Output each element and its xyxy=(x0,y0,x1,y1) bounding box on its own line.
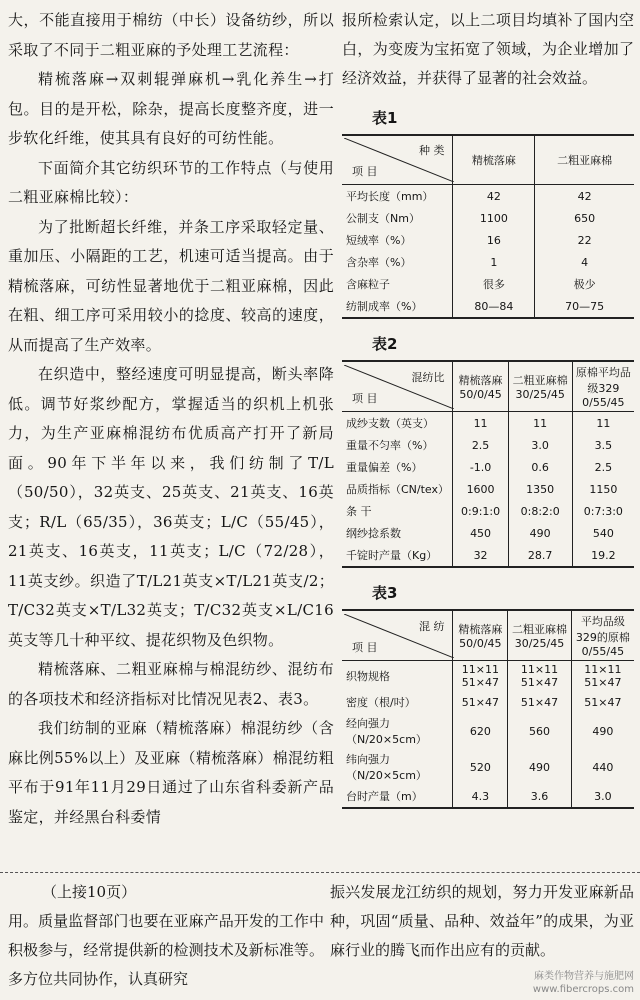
table-header-row xyxy=(342,135,634,185)
table-row xyxy=(342,522,634,544)
table-cell: 11×11 51×47 xyxy=(571,661,634,692)
table-row xyxy=(342,500,634,522)
corner-top-label: 混 纺 xyxy=(418,619,445,633)
table-cell: 42 xyxy=(453,185,535,208)
table-cell: 520 xyxy=(453,749,508,785)
data-table-3 xyxy=(342,609,634,809)
table-row xyxy=(342,691,634,713)
table-cell: 19.2 xyxy=(572,544,634,567)
paragraph: 在织造中，整经速度可明显提高，断头率降低。调节好浆纱配方，掌握适当的织机上机张力，为生产亚麻棉混纺布优质高产打开了新局面。90年下半年以来，我们纺制了T/L（50/50），32英支、25英支、21英支、16英支；R/L（65/35），36英支；L/C（55/45），21英支、16英支，11英支；L/C（72/28），11英支纱。织造了T/L21英支×T/L21英支/2；T/C32英支×T/L32英支；T/C32英支×L/C16英支等几十种平纹、提花织物及色织物。 xyxy=(8,365,334,649)
column-header: 原棉平均品级329 0/55/45 xyxy=(572,361,634,412)
row-label: 平均长度（mm） xyxy=(346,190,434,203)
paragraph: 精梳落麻→双刺辊弹麻机→乳化养生→打包。目的是开松，除杂，提高长度整齐度，进一步软化纤维，使其具有良好的可纺性能。 xyxy=(8,70,334,147)
table-header-row xyxy=(342,361,634,412)
paragraph: 用。质量监督部门也要在亚麻产品开发的工作中积极参与，经常提供新的检测技术及新标准等。多方位共同协作，认真研究 xyxy=(8,912,324,988)
table-cell: 11×11 51×47 xyxy=(508,661,572,692)
row-label: 重量偏差（%） xyxy=(346,461,423,474)
table-cell: 11 xyxy=(508,412,572,435)
table-caption: 表1 xyxy=(372,109,398,127)
corner-bottom-label: 项 目 xyxy=(352,391,378,405)
column-header: 精梳落麻 xyxy=(453,135,535,185)
corner-header xyxy=(344,614,450,658)
row-label: 纬向强力（N/20×5cm） xyxy=(346,753,427,782)
table-row xyxy=(342,478,634,500)
table-cell: 80—84 xyxy=(453,295,535,318)
table-row xyxy=(342,251,634,273)
continued-note: （上接10页） xyxy=(42,883,137,901)
table-row xyxy=(342,295,634,318)
table-row xyxy=(342,434,634,456)
table-cell: 42 xyxy=(535,185,634,208)
table-row xyxy=(342,544,634,567)
right-column xyxy=(342,6,634,868)
table-cell: 3.6 xyxy=(508,785,572,808)
left-column xyxy=(8,6,334,868)
table-cell: 0:9:1:0 xyxy=(453,500,508,522)
table-cell: 4.3 xyxy=(453,785,508,808)
paragraph: 振兴发展龙江纺织的规划，努力开发亚麻新品种，巩固“质量、品种、效益年”的成果，为亚麻行业的腾飞而作出应有的贡献。 xyxy=(330,883,634,959)
table-row xyxy=(342,229,634,251)
corner-bottom-label: 项 目 xyxy=(352,165,378,178)
table-cell: 1150 xyxy=(572,478,634,500)
table-row xyxy=(342,273,634,295)
table-cell: 2.5 xyxy=(453,434,508,456)
table-cell: 11 xyxy=(572,412,634,435)
row-label: 纲纱捻系数 xyxy=(346,527,401,540)
table-header-row xyxy=(342,610,634,661)
corner-top-label: 混纺比 xyxy=(411,370,445,384)
row-label: 含杂率（%） xyxy=(346,256,412,269)
table-cell: 28.7 xyxy=(508,544,572,567)
paragraph: 我们纺制的亚麻（精梳落麻）棉混纺纱（含麻比例55%以上）及亚麻（精梳落麻）棉混纺粗平布于91年11月29日通过了山东省科委新产品鉴定，并经黑台科委情 xyxy=(8,719,334,826)
table-caption: 表2 xyxy=(372,335,398,353)
table-cell: 490 xyxy=(508,522,572,544)
table-cell: 650 xyxy=(535,207,634,229)
table-cell: 11×11 51×47 xyxy=(453,661,508,692)
table-cell: 0:7:3:0 xyxy=(572,500,634,522)
table-cell: 32 xyxy=(453,544,508,567)
table-row xyxy=(342,412,634,435)
row-label: 条 干 xyxy=(346,505,372,518)
row-label: 织物规格 xyxy=(346,670,390,683)
corner-header xyxy=(344,365,450,409)
table-cell: 3.0 xyxy=(571,785,634,808)
corner-bottom-label: 项 目 xyxy=(352,640,378,654)
corner-header xyxy=(344,138,450,182)
row-label: 成纱支数（英支） xyxy=(346,417,434,430)
table-cell: 51×47 xyxy=(508,691,572,713)
table-cell: 490 xyxy=(508,749,572,785)
table-cell: 620 xyxy=(453,713,508,749)
table-cell: 51×47 xyxy=(571,691,634,713)
table-row xyxy=(342,661,634,692)
table-cell: 极少 xyxy=(535,273,634,295)
corner-top-label: 种 类 xyxy=(418,144,445,157)
column-header: 平均品级329的原棉 0/55/45 xyxy=(571,610,634,661)
row-label: 经向强力（N/20×5cm） xyxy=(346,717,427,746)
table-cell: 1600 xyxy=(453,478,508,500)
table-cell: 2.5 xyxy=(572,456,634,478)
column-header: 二粗亚麻棉 30/25/45 xyxy=(508,610,572,661)
section-divider xyxy=(0,872,640,873)
table-row xyxy=(342,785,634,808)
column-header: 二粗亚麻棉 xyxy=(535,135,634,185)
table-cell: 4 xyxy=(535,251,634,273)
table-cell: 560 xyxy=(508,713,572,749)
watermark-line: www.fibercrops.com xyxy=(532,984,634,995)
table-cell: 1100 xyxy=(453,207,535,229)
watermark xyxy=(533,970,634,996)
table-cell: 1 xyxy=(453,251,535,273)
table-cell: 11 xyxy=(453,412,508,435)
row-label: 台时产量（m） xyxy=(346,790,423,803)
column-header: 精梳落麻 50/0/45 xyxy=(453,610,508,661)
row-label: 品质指标（CN/tex） xyxy=(346,483,450,496)
table-cell: 3.0 xyxy=(508,434,572,456)
data-table-2 xyxy=(342,360,634,568)
table-caption: 表3 xyxy=(372,584,398,602)
column-header: 精梳落麻 50/0/45 xyxy=(453,361,508,412)
table-row xyxy=(342,713,634,749)
table-cell: 3.5 xyxy=(572,434,634,456)
table-cell: 1350 xyxy=(508,478,572,500)
continued-article-right xyxy=(330,878,634,965)
table-row xyxy=(342,185,634,208)
row-label: 密度（根/吋） xyxy=(346,696,416,709)
table-row xyxy=(342,456,634,478)
table-cell: 51×47 xyxy=(453,691,508,713)
paragraph: 报所检索认定，以上二项目均填补了国内空白，为变废为宝拓宽了领域，为企业增加了经济效益，并获得了显著的社会效益。 xyxy=(342,11,634,87)
continued-article-left xyxy=(8,878,324,994)
table-row xyxy=(342,207,634,229)
paragraph: 大，不能直接用于棉纺（中长）设备纺纱，所以采取了不同于二粗亚麻的予处理工艺流程： xyxy=(8,11,334,59)
paragraph: 下面简介其它纺织环节的工作特点（与使用二粗亚麻棉比较）： xyxy=(8,158,334,206)
table-row xyxy=(342,749,634,785)
table-cell: 70—75 xyxy=(535,295,634,318)
table-cell: 440 xyxy=(571,749,634,785)
row-label: 公制支（Nm） xyxy=(346,212,420,225)
table-cell: -1.0 xyxy=(453,456,508,478)
watermark-line: 麻类作物营养与施肥网 xyxy=(534,971,634,982)
table-cell: 16 xyxy=(453,229,535,251)
paragraph: 精梳落麻、二粗亚麻棉与棉混纺纱、混纺布的各项技术和经济指标对比情况见表2、表3。 xyxy=(8,660,334,708)
column-header: 二粗亚麻棉 30/25/45 xyxy=(508,361,572,412)
row-label: 千锭时产量（Kg） xyxy=(346,549,438,562)
row-label: 含麻粒子 xyxy=(346,278,390,291)
table-cell: 0:8:2:0 xyxy=(508,500,572,522)
paragraph: 为了批断超长纤维，并条工序采取轻定量、重加压、小隔距的工艺，机速可适当提高。由于精梳落麻，可纺性显著地优于二粗亚麻棉，因此在粗、细工序可采用较小的捻度、较高的速度，从而提高了生产效率。 xyxy=(8,217,334,354)
row-label: 短绒率（%） xyxy=(346,234,412,247)
table-cell: 490 xyxy=(571,713,634,749)
table-cell: 540 xyxy=(572,522,634,544)
table-cell: 450 xyxy=(453,522,508,544)
data-table-1 xyxy=(342,134,634,319)
row-label: 纺制成率（%） xyxy=(346,300,423,313)
table-cell: 很多 xyxy=(453,273,535,295)
table-cell: 0.6 xyxy=(508,456,572,478)
table-cell: 22 xyxy=(535,229,634,251)
row-label: 重量不匀率（%） xyxy=(346,439,434,452)
